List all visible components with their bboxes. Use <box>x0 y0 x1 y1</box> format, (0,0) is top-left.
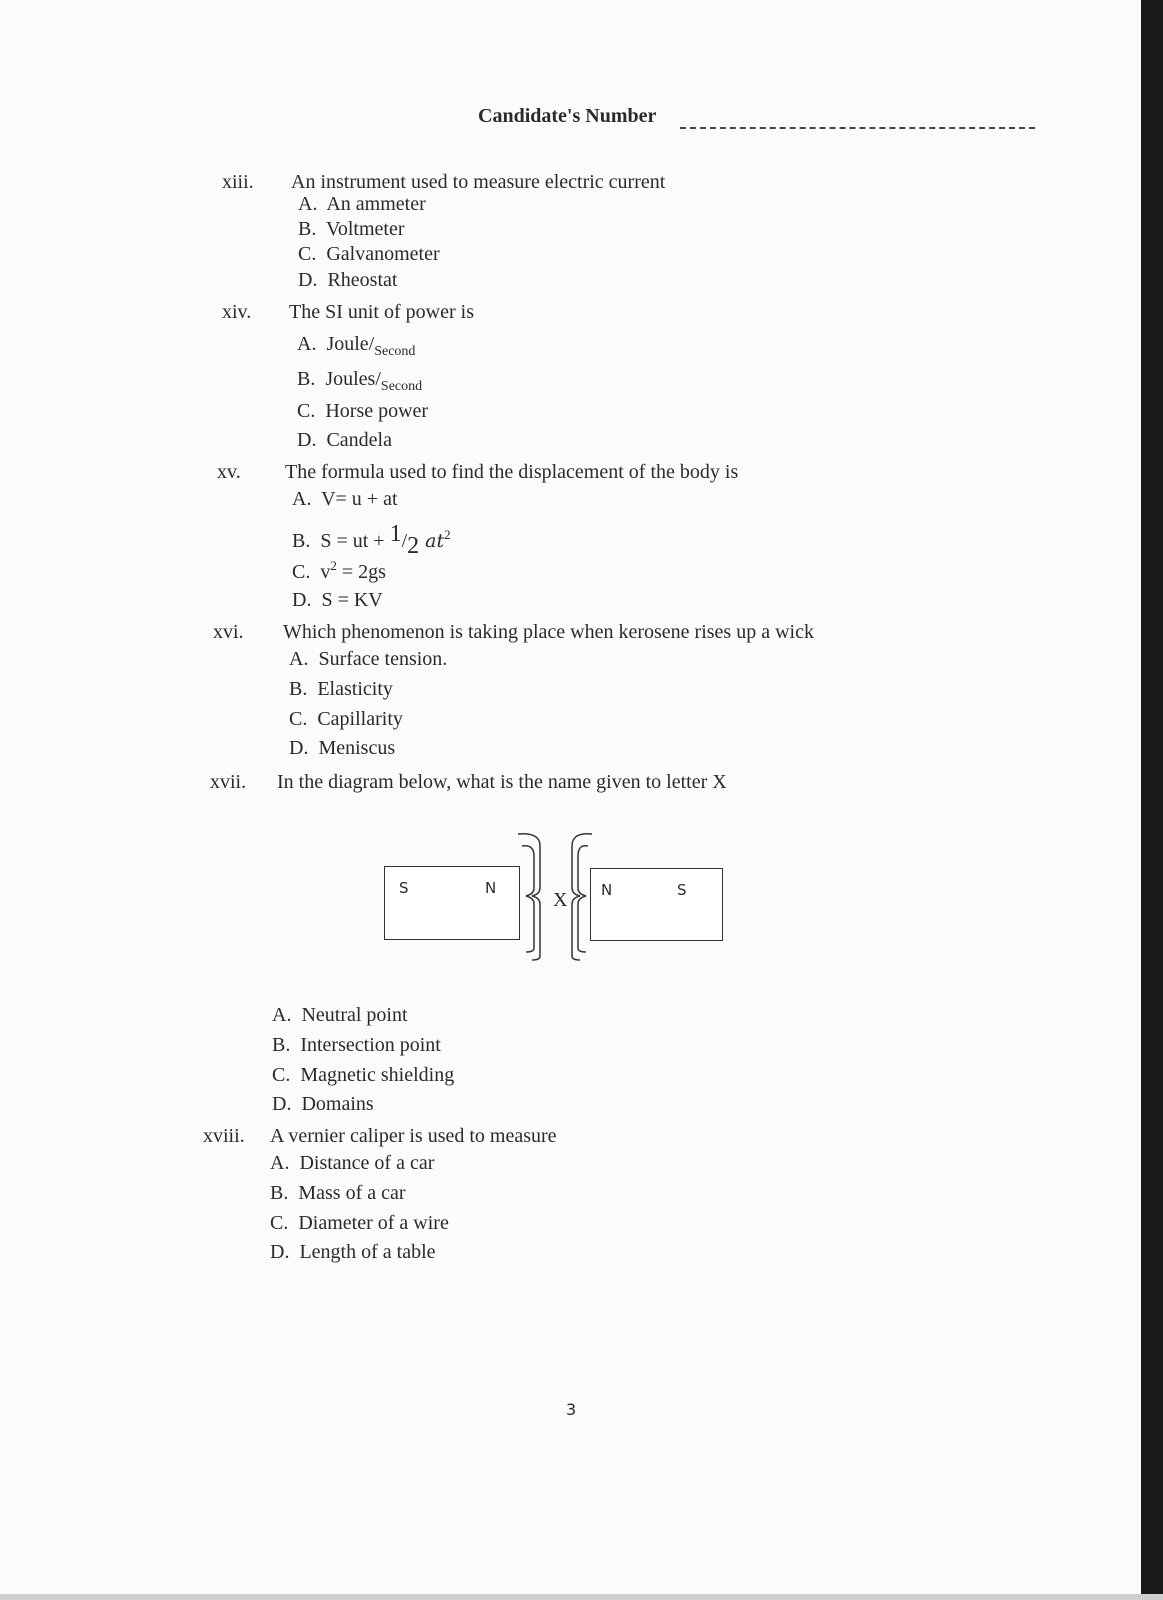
answer-option <box>270 1153 434 1173</box>
option-text-segment: B. Elasticity <box>289 678 393 700</box>
question-text: The SI unit of power is <box>289 301 474 323</box>
option-text-segment: D. Candela <box>297 429 392 451</box>
option-text-segment: at <box>419 530 445 552</box>
option-text-segment: B. S = ut + <box>292 530 390 552</box>
question-number: xiii. <box>222 171 254 193</box>
question-number: xvii. <box>210 771 247 793</box>
answer-option <box>292 559 386 582</box>
left-magnet <box>384 866 520 940</box>
answer-option <box>292 489 398 509</box>
option-text-segment: A. V= u + at <box>292 488 398 510</box>
answer-option <box>289 709 403 729</box>
answer-option <box>272 1065 454 1085</box>
answer-option <box>270 1183 406 1203</box>
option-text-segment: 2 <box>330 558 337 573</box>
option-text-segment: A. An ammeter <box>298 193 426 215</box>
answer-option <box>298 244 440 264</box>
option-text-segment: Second <box>374 344 416 359</box>
answer-option <box>292 590 383 610</box>
pole-label: N <box>485 879 497 897</box>
option-text-segment: C. Horse power <box>297 400 429 422</box>
option-text-segment: D. Length of a table <box>270 1241 436 1263</box>
point-x-label: X <box>553 889 568 911</box>
question-number: xviii. <box>203 1125 245 1147</box>
answer-option <box>270 1242 436 1262</box>
option-text-segment: A. Neutral point <box>272 1004 408 1026</box>
answer-option <box>289 679 393 699</box>
question-number: xvi. <box>213 621 244 643</box>
candidate-number-line <box>680 127 1035 129</box>
option-text-segment: B. Joules/ <box>297 368 381 390</box>
answer-option <box>297 369 422 394</box>
candidate-number-label: Candidate's Number <box>478 105 657 127</box>
pole-label: S <box>399 879 409 897</box>
option-text-segment: D. Rheostat <box>298 269 398 291</box>
answer-option <box>289 738 395 758</box>
question-text: An instrument used to measure electric current <box>291 171 666 193</box>
answer-option <box>272 1094 374 1114</box>
option-text-segment: 2 <box>407 533 420 559</box>
option-text-segment: A. Surface tension. <box>289 648 448 670</box>
answer-option <box>272 1035 441 1055</box>
answer-option <box>298 194 426 214</box>
pole-label: S <box>677 881 687 899</box>
option-text-segment: D. Domains <box>272 1093 374 1115</box>
answer-option <box>298 219 404 239</box>
option-text-segment: B. Voltmeter <box>298 218 405 240</box>
question-text: Which phenomenon is taking place when kerosene rises up a wick <box>283 621 814 643</box>
option-text-segment: 2 <box>444 527 451 542</box>
answer-option <box>270 1213 449 1233</box>
scan-edge-bottom <box>0 1594 1163 1600</box>
answer-option <box>272 1005 408 1025</box>
page-number: 3 <box>566 1400 577 1419</box>
option-text-segment: 1 <box>389 521 402 547</box>
answer-option <box>297 334 415 359</box>
scan-edge <box>1141 0 1163 1600</box>
question-text: A vernier caliper is used to measure <box>270 1125 557 1147</box>
option-text-segment: B. Mass of a car <box>270 1182 406 1204</box>
option-text-segment: / <box>401 530 408 552</box>
question-text: The formula used to find the displacement of the body is <box>285 461 739 483</box>
option-text-segment: C. Diameter of a wire <box>270 1212 449 1234</box>
option-text-segment: D. Meniscus <box>289 737 396 759</box>
option-text-segment: C. Galvanometer <box>298 243 440 265</box>
answer-option <box>297 401 428 421</box>
answer-option <box>289 649 447 669</box>
answer-option <box>297 430 392 450</box>
option-text-segment: A. Joule/ <box>297 333 375 355</box>
right-magnet <box>590 868 723 941</box>
option-text-segment: B. Intersection point <box>272 1034 441 1056</box>
pole-label: N <box>601 881 613 899</box>
answer-option <box>292 522 451 558</box>
option-text-segment: C. Magnetic shielding <box>272 1064 455 1086</box>
option-text-segment: = 2gs <box>336 561 386 583</box>
option-text-segment: D. S = KV <box>292 589 383 611</box>
question-number: xiv. <box>222 301 252 323</box>
question-text: In the diagram below, what is the name given to letter X <box>277 771 727 793</box>
option-text-segment: C. v <box>292 561 331 583</box>
question-number: xv. <box>217 461 241 483</box>
option-text-segment: C. Capillarity <box>289 708 403 730</box>
option-text-segment: A. Distance of a car <box>270 1152 435 1174</box>
option-text-segment: Second <box>380 379 423 394</box>
answer-option <box>298 270 397 290</box>
